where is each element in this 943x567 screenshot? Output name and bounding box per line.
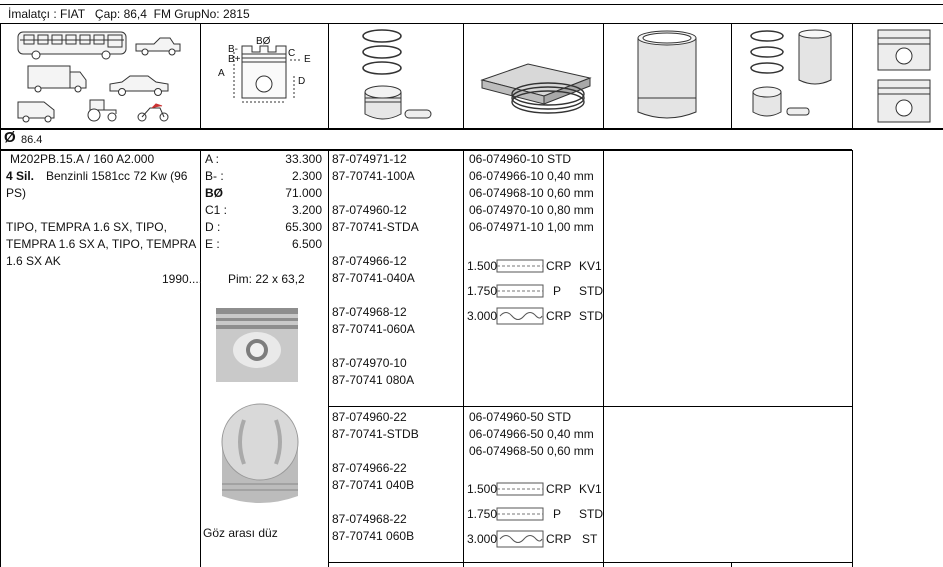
header-title: İmalatçı : FIAT Çap: 86,4 FM GrupNo: 2815	[8, 7, 250, 21]
plain-ring-icon	[496, 506, 544, 522]
v-line-1b	[200, 150, 201, 567]
oil-ring-icon	[496, 306, 544, 326]
piston-section-icon	[868, 26, 940, 126]
dim-label: D :	[205, 220, 221, 234]
ring-width: 3.000	[467, 309, 498, 323]
diagram-label-a: A	[218, 68, 225, 79]
ring-type: CRP	[546, 309, 572, 323]
piston-side-photo	[214, 306, 300, 382]
diagram-label-bminus: B-	[228, 44, 238, 55]
left-border	[0, 23, 1, 567]
piston-part-number: 87-70741-060A	[332, 322, 415, 336]
ring-part-number: 06-074960-10 STD	[469, 152, 572, 166]
compression-ring-icon	[496, 258, 544, 274]
ring-part-number: 06-074968-50 0,60 mm	[469, 444, 594, 458]
v-line-2b	[328, 150, 329, 567]
diameter-symbol: Ø	[4, 129, 16, 146]
v-line-6b	[852, 150, 853, 567]
dim-value: 33.300	[285, 152, 322, 166]
ring-code: STD	[579, 284, 603, 298]
ring-part-number: 06-074968-10 0,60 mm	[469, 186, 594, 200]
liner-kit-icon	[747, 28, 847, 126]
vehicles-icon	[14, 26, 194, 126]
ring-type: P	[553, 284, 562, 298]
v-line-6	[852, 23, 853, 129]
piston-part-number: 87-70741-100A	[332, 169, 415, 183]
v-line-5b	[731, 562, 732, 567]
engine-desc-2: PS)	[6, 186, 27, 200]
ring-type: CRP	[546, 259, 572, 273]
dim-label: E :	[205, 237, 220, 251]
ring-width: 1.750	[467, 284, 498, 298]
v-line-2	[328, 23, 329, 129]
piston-part-number: 87-074960-22	[332, 410, 407, 424]
ring-code: KV1	[579, 482, 602, 496]
piston-part-number: 87-70741-STDB	[332, 427, 419, 441]
year-range: 1990....	[162, 272, 203, 286]
compression-ring-icon	[496, 481, 544, 497]
v-line-3	[463, 23, 464, 129]
dim-label: A :	[205, 152, 220, 166]
ring-part-number: 06-074966-50 0,40 mm	[469, 427, 594, 441]
diagram-label-d: D	[298, 76, 306, 87]
diagram-label-bdia: BØ	[256, 36, 271, 47]
v-line-4b	[603, 150, 604, 567]
v-line-4	[603, 23, 604, 129]
piston-part-number: 87-074971-12	[332, 152, 407, 166]
piston-part-number: 87-074968-22	[332, 512, 407, 526]
piston-part-number: 87-074970-10	[332, 356, 407, 370]
ring-box-icon	[478, 60, 596, 116]
piston-part-number: 87-70741 080A	[332, 373, 415, 387]
ring-code: STD	[579, 507, 603, 521]
ring-width: 1.500	[467, 259, 498, 273]
cylinder-count: 4 Sil.	[6, 169, 35, 183]
ring-width: 1.500	[467, 482, 498, 496]
piston-top-photo	[216, 402, 304, 512]
ring-width: 1.750	[467, 507, 498, 521]
models-line-3: 1.6 SX AK	[6, 254, 61, 268]
dim-label: B- :	[205, 169, 224, 183]
ring-part-number: 06-074971-10 1,00 mm	[469, 220, 594, 234]
piston-rings-set-icon	[355, 28, 445, 126]
ring-type: CRP	[546, 532, 572, 546]
diameter-value: 86.4	[21, 134, 43, 146]
diagram-label-c: C	[288, 48, 296, 59]
bottom-row-line	[328, 562, 853, 563]
ring-part-number: 06-074970-10 0,80 mm	[469, 203, 594, 217]
dim-value: 2.300	[291, 169, 322, 183]
dim-value: 3.200	[291, 203, 322, 217]
header-bottom-line	[0, 23, 943, 24]
diagram-label-e: E	[304, 54, 311, 65]
ring-type: CRP	[546, 482, 572, 496]
v-line-1	[200, 23, 201, 129]
piston-part-number: 87-70741-040A	[332, 271, 415, 285]
pin-size: Pim: 22 x 63,2	[228, 272, 305, 286]
ring-code: ST	[582, 532, 598, 546]
oil-ring-icon	[496, 529, 544, 549]
piston-part-number: 87-70741 040B	[332, 478, 415, 492]
dim-label: C1 :	[205, 203, 228, 217]
piston-part-number: 87-70741 060B	[332, 529, 415, 543]
piston-part-number: 87-074966-22	[332, 461, 407, 475]
mid-row-line	[328, 406, 853, 407]
piston-part-number: 87-074968-12	[332, 305, 407, 319]
v-line-3b	[463, 150, 464, 567]
ring-code: KV1	[579, 259, 602, 273]
v-line-5	[731, 23, 732, 129]
piston-part-number: 87-074966-12	[332, 254, 407, 268]
ring-width: 3.000	[467, 532, 498, 546]
engine-code: M202PB.15.A / 160 A2.000	[10, 152, 155, 166]
top-border	[0, 4, 943, 5]
dim-value: 71.000	[285, 186, 322, 200]
diagram-label-bplus: B+	[228, 54, 241, 65]
cylinder-liner-icon	[632, 28, 702, 124]
dim-value: 65.300	[285, 220, 322, 234]
dim-label: BØ	[205, 186, 223, 200]
piston-dimension-diagram	[212, 32, 322, 124]
ring-part-number: 06-074960-50 STD	[469, 410, 572, 424]
dim-value: 6.500	[291, 237, 322, 251]
models-line-2: TEMPRA 1.6 SX A, TIPO, TEMPRA	[6, 237, 197, 251]
ring-type: P	[553, 507, 562, 521]
engine-desc-1: Benzinli 1581cc 72 Kw (96	[46, 169, 188, 183]
piston-part-number: 87-70741-STDA	[332, 220, 419, 234]
ring-part-number: 06-074966-10 0,40 mm	[469, 169, 594, 183]
piston-note: Göz arası düz	[203, 526, 278, 540]
ring-code: STD	[579, 309, 603, 323]
piston-part-number: 87-074960-12	[332, 203, 407, 217]
icon-row-bottom-line	[0, 128, 943, 130]
models-line-1: TIPO, TEMPRA 1.6 SX, TIPO,	[6, 220, 167, 234]
plain-ring-icon	[496, 283, 544, 299]
